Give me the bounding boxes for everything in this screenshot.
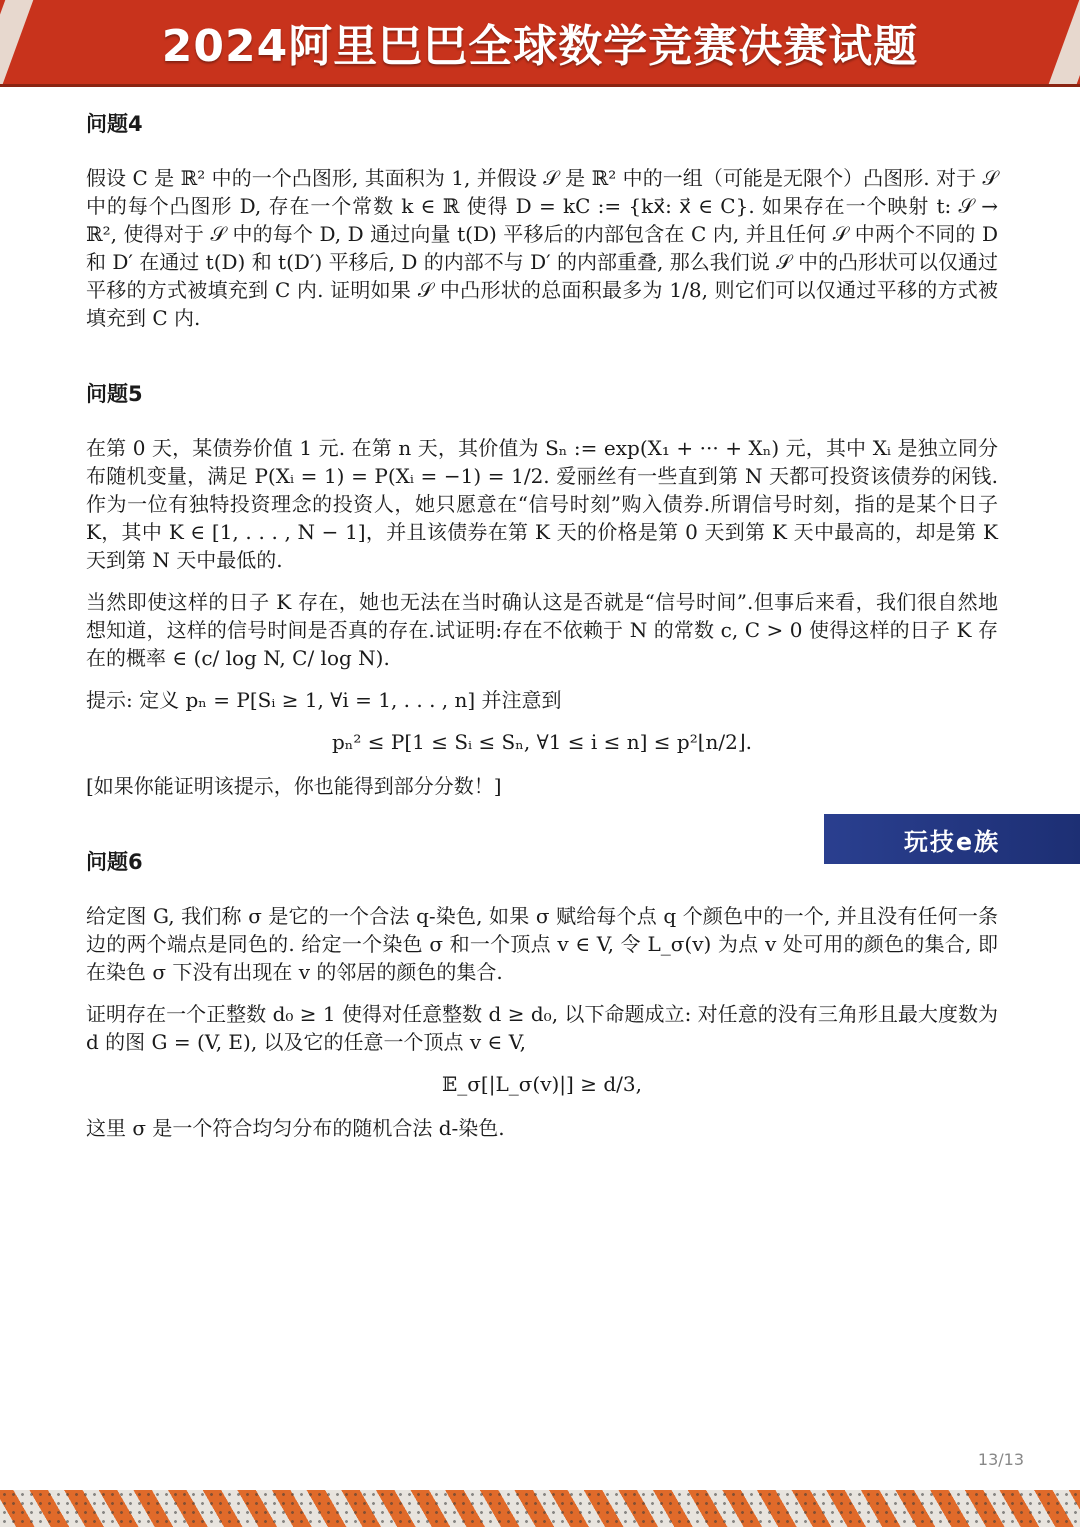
document-body — [86, 110, 998, 1156]
hint-text: 提示: 定义 pₙ = P[Sᵢ ≥ 1, ∀i = 1, . . . , n] 并注意到 — [86, 688, 562, 712]
problem-heading: 问题5 — [86, 382, 143, 406]
problem-5 — [86, 380, 998, 800]
page-number: 13/13 — [977, 1450, 1024, 1469]
problem-text: 证明存在一个正整数 d₀ ≥ 1 使得对任意整数 d ≥ d₀, 以下命题成立: 对任意的没有三角形且最大度数为 d 的图 G = (V, E), 以及它的任意一个顶点 v ∈ V, — [86, 1002, 998, 1054]
display-formula: pₙ² ≤ P[1 ≤ Sᵢ ≤ Sₙ, ∀1 ≤ i ≤ n] ≤ p²⌊n/2⌋. — [331, 730, 753, 754]
problem-text: 假设 C 是 ℝ² 中的一个凸图形, 其面积为 1, 并假设 𝒮 是 ℝ² 中的一组（可能是无限个）凸图形. 对于 𝒮 中的每个凸图形 D, 存在一个常数 k ∈ ℝ 使得 D = kC := {kx⃗: x⃗ ∈ C}. 如果存在一个映射 t: 𝒮 → ℝ², 使得对于 𝒮 中的每个 D, D 通过向量 t(D) 平移后的内部包含在 C 内, 并且任何 𝒮 中两个不同的 D 和 D′ 在通过 t(D) 和 t(D′) 平移后, D 的内部不与 D′ 的内部重叠, 那么我们说 𝒮 中的凸形状可以仅通过平移的方式被填充到 C 内. 证明如果 𝒮 中凸形状的总面积最多为 1/8, 则它们可以仅通过平移的方式被填充到 C 内. — [86, 166, 998, 330]
problem-4 — [86, 110, 998, 332]
problem-closing: 这里 σ 是一个符合均匀分布的随机合法 d-染色. — [86, 1116, 505, 1140]
page-header — [0, 0, 1080, 87]
problem-text: 给定图 G, 我们称 σ 是它的一个合法 q-染色, 如果 σ 赋给每个点 q 个颜色中的一个, 并且没有任何一条边的两个端点是同色的. 给定一个染色 σ 和一个顶点 v ∈ V, 令 L_σ(v) 为点 v 处可用的颜色的集合, 即在染色 σ 下没有出现在 v 的邻居的颜色的集合. — [86, 904, 998, 984]
partial-credit-note: [如果你能证明该提示，你也能得到部分分数！] — [86, 774, 502, 798]
decorative-footer — [0, 1490, 1080, 1527]
problem-heading: 问题4 — [86, 112, 143, 136]
problem-heading: 问题6 — [86, 850, 143, 874]
page-title: 2024阿里巴巴全球数学竞赛决赛试题 — [161, 21, 919, 72]
problem-text: 当然即使这样的日子 K 存在，她也无法在当时确认这是否就是“信号时间”.但事后来看，我们很自然地想知道，这样的信号时间是否真的存在.试证明:存在不依赖于 N 的常数 c, C > 0 使得这样的日子 K 存在的概率 ∈ (c/ log N, C/ log N). — [86, 590, 998, 670]
problem-6 — [86, 848, 998, 1142]
watermark-badge: 玩技e族 — [824, 814, 1080, 864]
problem-text: 在第 0 天，某债券价值 1 元. 在第 n 天，其价值为 Sₙ := exp(X₁ + ··· + Xₙ) 元，其中 Xᵢ 是独立同分布随机变量，满足 P(Xᵢ = 1) = P(Xᵢ = −1) = 1/2. 爱丽丝有一些直到第 N 天都可投资该债券的闲钱.作为一位有独特投资理念的投资人，她只愿意在“信号时刻”购入债券.所谓信号时刻，指的是某个日子 K，其中 K ∈ [1, . . . , N − 1]，并且该债券在第 K 天的价格是第 0 天到第 K 天中最高的，却是第 K 天到第 N 天中最低的. — [86, 436, 998, 572]
display-formula: 𝔼_σ[|L_σ(v)|] ≥ d/3, — [442, 1072, 642, 1096]
